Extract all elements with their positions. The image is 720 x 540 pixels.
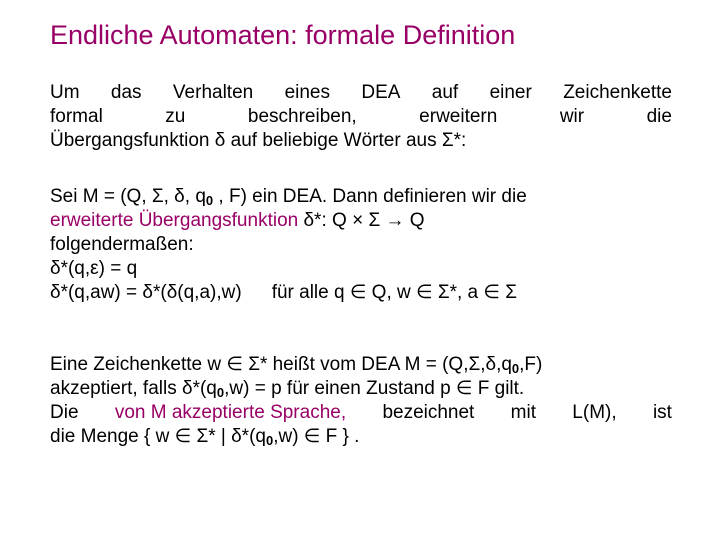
word: Die (50, 402, 79, 423)
word: DEA (361, 82, 401, 103)
word: die (646, 106, 672, 127)
definition-line-4: δ*(q,ε) = q (50, 258, 138, 279)
paragraph-definition (50, 185, 672, 305)
intro-line-2 (50, 105, 672, 129)
word: zu (165, 106, 186, 127)
intro-line-3: Übergangsfunktion δ auf beliebige Wörter aus Σ*: (50, 130, 467, 151)
word: mit (510, 402, 536, 423)
definition-line-2: erweiterte Übergangsfunktion δ*: Q × Σ → Q (50, 210, 425, 231)
acceptance-line-1: Eine Zeichenkette w ∈ Σ* heißt vom DEA $M = (Q,\Sigma,\delta,q_0,F)$ (50, 354, 543, 376)
intro-line-1 (50, 81, 672, 105)
word: ist (652, 402, 672, 423)
word: formal (50, 106, 103, 127)
acceptance-line-3 (50, 401, 672, 425)
definition-line-3: folgendermaßen: (50, 234, 194, 255)
word: das (110, 82, 142, 103)
word: Verhalten (172, 82, 254, 103)
definition-line-1: Sei M = (Q, Σ, δ, $q_0$ , F) ein DEA. Dann definieren wir die (50, 186, 527, 208)
word: wir (559, 106, 585, 127)
word: L(M), (572, 402, 617, 423)
slide-title: Endliche Automaten: formale Definition (50, 20, 516, 50)
word: erweitern (419, 106, 498, 127)
highlight-extended-transition: erweiterte Übergangsfunktion (50, 210, 299, 231)
word: Zeichenkette (563, 82, 672, 103)
highlight-accepted-language: von M akzeptierte Sprache, (114, 402, 347, 423)
word: Um (50, 82, 80, 103)
acceptance-line-2: akzeptiert, falls $\delta*(q_0,w) = p$ für einen Zustand p ∈ F gilt. (50, 378, 525, 400)
acceptance-line-4: die Menge { w ∈ Σ* | $\delta*(q_0,w)$ ∈ F } . (50, 426, 360, 448)
paragraph-intro (50, 81, 672, 153)
word: auf (431, 82, 459, 103)
word: bezeichnet (382, 402, 475, 423)
definition-line-5: δ*(q,aw) = δ*(δ(q,a),w) für alle q ∈ Q, w ∈ Σ*, a ∈ Σ (50, 282, 517, 303)
word: beschreiben, (247, 106, 357, 127)
word: eines (284, 82, 330, 103)
word: einer (489, 82, 532, 103)
paragraph-acceptance (50, 353, 672, 449)
